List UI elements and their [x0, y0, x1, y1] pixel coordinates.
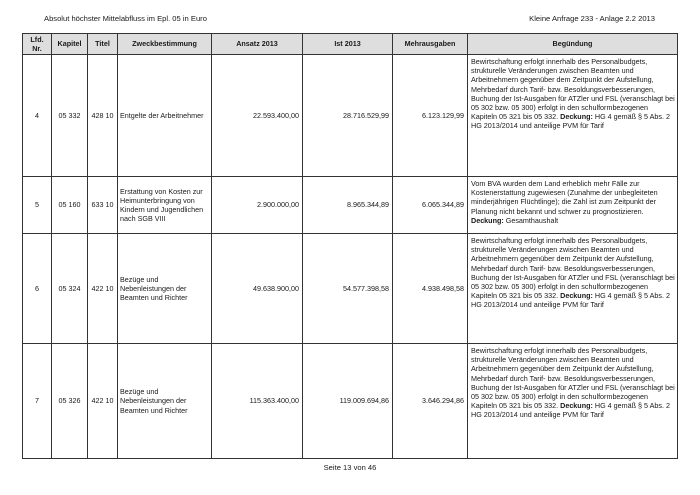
table-row [23, 177, 678, 234]
deckung-label: Deckung: [560, 112, 593, 122]
cell-ansatz: 115.363.400,00 [212, 344, 303, 459]
deckung-text: HG 4 gemäß § 5 Abs. 2 HG 2013/2014 und anteilige PVM für Tarif [471, 291, 670, 310]
cell-ist: 119.009.694,86 [303, 344, 393, 459]
deckung-text: HG 4 gemäß § 5 Abs. 2 HG 2013/2014 und anteilige PVM für Tarif [471, 401, 670, 420]
cell-titel: 422 10 [88, 234, 118, 344]
deckung-label: Deckung: [560, 291, 593, 301]
begruendung-text: Vom BVA wurden dem Land erheblich mehr Fälle zur Kostenerstattung zugewiesen (Zunahme der unbegleiteten minderjährigen Flüchtlinge); die Zahl ist zum Zeitpunkt der Planung nicht bekannt und schwer zu prognostizieren. [471, 179, 658, 216]
deckung-text: HG 4 gemäß § 5 Abs. 2 HG 2013/2014 und anteilige PVM für Tarif [471, 112, 670, 131]
cell-lfd-nr: 5 [23, 177, 52, 234]
cell-lfd-nr: 7 [23, 344, 52, 459]
document-header-right: Kleine Anfrage 233 - Anlage 2.2 2013 [529, 14, 655, 23]
document-header-left: Absolut höchster Mittelabfluss im Epl. 05 in Euro [44, 14, 207, 23]
col-header-ansatz: Ansatz 2013 [212, 34, 303, 55]
cell-ist: 8.965.344,89 [303, 177, 393, 234]
begruendung-text: Bewirtschaftung erfolgt innerhalb des Personalbudgets, strukturelle Veränderungen zwischen Beamten und Arbeitnehmern gegenüber dem Zeitpunkt der Aufstellung, Mehrbedarf durch Tarif- bzw. Besoldungsverbesserungen, Buchung der Ist-Ausgaben für ATZler und FSL (veranschlagt bei 05 302 bzw. 05 300) erfolgt in den schulformbezogenen Kapiteln 05 321 bis 05 332. [471, 57, 675, 122]
table-row [23, 55, 678, 177]
col-header-kapitel: Kapitel [52, 34, 88, 55]
cell-titel: 422 10 [88, 344, 118, 459]
cell-mehrausgaben: 4.938.498,58 [393, 234, 468, 344]
cell-lfd-nr: 4 [23, 55, 52, 177]
cell-ansatz: 22.593.400,00 [212, 55, 303, 177]
deckung-text: Gesamthaushalt [505, 215, 559, 225]
cell-begruendung [468, 177, 678, 234]
cell-zweckbestimmung: Erstattung von Kosten zur Heimunterbringung von Kindern und Jugendlichen nach SGB VIII [118, 177, 212, 234]
col-header-begruendung: Begündung [468, 34, 678, 55]
cell-begruendung [468, 234, 678, 344]
cell-zweckbestimmung: Bezüge und Nebenleistungen der Beamten und Richter [118, 344, 212, 459]
table-row [23, 344, 678, 459]
col-header-ist: Ist 2013 [303, 34, 393, 55]
cell-zweckbestimmung: Entgelte der Arbeitnehmer [118, 55, 212, 177]
cell-kapitel: 05 324 [52, 234, 88, 344]
cell-kapitel: 05 326 [52, 344, 88, 459]
deckung-label: Deckung: [560, 401, 593, 411]
cell-mehrausgaben: 3.646.294,86 [393, 344, 468, 459]
col-header-lfd-nr: Lfd. Nr. [23, 34, 52, 55]
cell-begruendung [468, 55, 678, 177]
cell-mehrausgaben: 6.065.344,89 [393, 177, 468, 234]
col-header-titel: Titel [88, 34, 118, 55]
expenditure-table [22, 33, 678, 459]
cell-mehrausgaben: 6.123.129,99 [393, 55, 468, 177]
cell-ist: 28.716.529,99 [303, 55, 393, 177]
col-header-zweckbestimmung: Zweckbestimmung [118, 34, 212, 55]
cell-ansatz: 2.900.000,00 [212, 177, 303, 234]
begruendung-text: Bewirtschaftung erfolgt innerhalb des Personalbudgets, strukturelle Veränderungen zwischen Beamten und Arbeitnehmern gegenüber dem Zeitpunkt der Aufstellung, Mehrbedarf durch Tarif- bzw. Besoldungsverbesserungen, Buchung der Ist-Ausgaben für ATZler und FSL (veranschlagt bei 05 302 bzw. 05 300) erfolgt in den schulformbezogenen Kapiteln 05 321 bis 05 332. [471, 346, 675, 411]
cell-kapitel: 05 332 [52, 55, 88, 177]
table-row [23, 234, 678, 344]
cell-lfd-nr: 6 [23, 234, 52, 344]
cell-begruendung [468, 344, 678, 459]
col-header-mehrausgaben: Mehrausgaben [393, 34, 468, 55]
cell-kapitel: 05 160 [52, 177, 88, 234]
cell-titel: 633 10 [88, 177, 118, 234]
cell-zweckbestimmung: Bezüge und Nebenleistungen der Beamten und Richter [118, 234, 212, 344]
cell-ist: 54.577.398,58 [303, 234, 393, 344]
cell-ansatz: 49.638.900,00 [212, 234, 303, 344]
table-header-row [23, 34, 678, 55]
cell-titel: 428 10 [88, 55, 118, 177]
page-number: Seite 13 von 46 [323, 463, 377, 472]
begruendung-text: Bewirtschaftung erfolgt innerhalb des Personalbudgets, strukturelle Veränderungen zwischen Beamten und Arbeitnehmern gegenüber dem Zeitpunkt der Aufstellung, Mehrbedarf durch Tarif- bzw. Besoldungsverbesserungen, Buchung der Ist-Ausgaben für ATZler und FSL (veranschlagt bei 05 302 bzw. 05 300) erfolgt in den schulformbezogenen Kapiteln 05 321 bis 05 332. [471, 236, 675, 301]
deckung-label: Deckung: [471, 215, 504, 225]
